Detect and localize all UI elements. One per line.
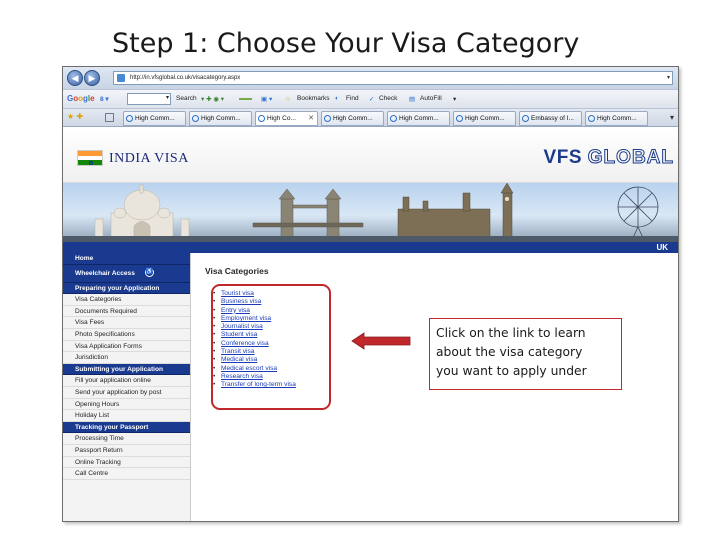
ie-page-icon	[588, 115, 595, 122]
sidebar-item[interactable]	[63, 329, 190, 341]
visa-category-link[interactable]: • Student visa	[221, 331, 296, 339]
sidebar-item[interactable]	[63, 375, 190, 387]
sidebar-item-label: Holiday List	[75, 412, 110, 420]
sidebar-item-label: Opening Hours	[75, 400, 120, 408]
sidebar-item-label: Visa Categories	[75, 296, 122, 304]
tab-list-icon[interactable]: ▾	[669, 113, 674, 122]
sidebar-item[interactable]	[63, 387, 190, 399]
browser-tab[interactable]	[387, 111, 450, 126]
visa-category-link[interactable]: • Journalist visa	[221, 323, 296, 331]
visa-category-link[interactable]: • Conference visa	[221, 340, 296, 348]
tab-label: High Comm...	[135, 115, 175, 122]
address-url: http://in.vfsglobal.co.uk/visacategory.aspx	[130, 75, 241, 81]
slide-title: Step 1: Choose Your Visa Category	[112, 28, 580, 59]
sidebar-item-label: Tracking your Passport	[75, 423, 149, 431]
sidebar-item-label: Photo Specifications	[75, 330, 135, 338]
tab-label: High Comm...	[333, 115, 373, 122]
wheelchair-icon: ♿	[145, 269, 154, 276]
sidebar-item-label: Processing Time	[75, 435, 124, 443]
google-8-icon[interactable]: 8 ▾	[100, 96, 109, 103]
sidebar-item[interactable]	[63, 410, 190, 422]
favorites-star-icon[interactable]: ★ ✚	[67, 112, 84, 121]
address-row	[63, 67, 679, 89]
ie-page-icon	[258, 115, 265, 122]
find-icon[interactable]: ◐	[335, 95, 339, 102]
visa-category-link[interactable]: • Medical escort visa	[221, 365, 296, 373]
visa-category-link[interactable]: • Transfer of long-term visa	[221, 381, 296, 389]
browser-tab[interactable]	[453, 111, 516, 126]
sidebar-item[interactable]	[63, 445, 190, 457]
site-header	[63, 127, 679, 183]
chevron-down-icon[interactable]: ▾	[453, 96, 457, 103]
sidebar-item-label: Preparing your Application	[75, 284, 160, 292]
address-bar[interactable]	[113, 71, 673, 85]
callout-line: Click on the link to learn	[436, 326, 586, 340]
search-options-icon[interactable]: ▾ ✚ ◉ ▾	[201, 96, 225, 103]
sidebar-item[interactable]	[63, 253, 190, 265]
sidebar-item[interactable]	[63, 468, 190, 480]
star-icon[interactable]: ☆	[285, 96, 291, 103]
global-logo-text: GLOBAL	[587, 147, 674, 168]
sidebar-item-label: Home	[75, 255, 94, 262]
page-heading: Visa Categories	[205, 266, 269, 276]
chevron-down-icon[interactable]: ▾	[666, 75, 670, 81]
visa-category-link[interactable]: • Tourist visa	[221, 290, 296, 298]
visa-category-link[interactable]: • Transit visa	[221, 348, 296, 356]
sidebar-nav	[63, 253, 191, 522]
sidebar-item-label: Fill your application online	[75, 377, 151, 385]
ie-page-icon	[192, 115, 199, 122]
region-strip	[63, 242, 679, 253]
tab-label: High Co...	[267, 115, 296, 122]
sidebar-item[interactable]	[63, 283, 190, 295]
browser-tab[interactable]	[255, 111, 318, 126]
sidebar-item[interactable]	[63, 294, 190, 306]
browser-tab[interactable]	[321, 111, 384, 126]
ie-page-icon	[456, 115, 463, 122]
browser-tab[interactable]	[123, 111, 186, 126]
sidebar-item-label: Call Centre	[75, 470, 108, 478]
tab-label: High Comm...	[465, 115, 505, 122]
tab-label: Embassy of I...	[531, 115, 574, 122]
tab-label: High Comm...	[201, 115, 241, 122]
sidebar-item[interactable]	[63, 341, 190, 353]
sidebar-item[interactable]	[63, 265, 190, 283]
sidebar-item[interactable]	[63, 433, 190, 445]
sidebar-item[interactable]	[63, 317, 190, 329]
sidebar-item[interactable]	[63, 457, 190, 469]
landmarks-banner	[63, 183, 679, 242]
ie-page-icon	[126, 115, 133, 122]
google-search-button[interactable]: Search	[176, 95, 197, 102]
page-rank-icon: ▬▬	[239, 95, 252, 102]
google-search-input[interactable]	[127, 93, 171, 105]
ie-page-icon	[522, 115, 529, 122]
sidebar-item-label: Passport Return	[75, 446, 123, 454]
autofill-button[interactable]: AutoFill	[420, 95, 442, 102]
popup-blocker-icon[interactable]: ▣ ▾	[261, 96, 273, 103]
india-flag-icon	[77, 150, 103, 166]
close-tab-icon[interactable]: ✕	[308, 115, 314, 122]
sidebar-item-label: Send your application by post	[75, 388, 162, 396]
callout-line: about the visa category	[436, 345, 583, 359]
sidebar-item[interactable]	[63, 364, 190, 376]
tab-label: High Comm...	[399, 115, 439, 122]
spellcheck-icon[interactable]: ✓	[369, 96, 375, 103]
quick-tabs-icon[interactable]	[105, 113, 114, 122]
visa-category-link[interactable]: • Medical visa	[221, 356, 296, 364]
sidebar-item[interactable]	[63, 352, 190, 364]
browser-tab[interactable]	[189, 111, 252, 126]
find-button[interactable]: Find	[346, 95, 359, 102]
visa-category-link[interactable]: • Research visa	[221, 373, 296, 381]
vfs-logo-text: VFS	[543, 147, 582, 168]
sidebar-item-label: Submitting your Application	[75, 365, 164, 373]
visa-category-link[interactable]: • Entry visa	[221, 307, 296, 315]
browser-tab[interactable]	[519, 111, 582, 126]
tab-label: High Comm...	[597, 115, 637, 122]
ie-page-icon	[390, 115, 397, 122]
bookmarks-button[interactable]: Bookmarks	[297, 95, 330, 102]
google-logo: Google	[67, 94, 95, 103]
sidebar-item-label: Visa Fees	[75, 319, 105, 327]
vfs-global-logo	[544, 147, 674, 169]
forward-button[interactable]: ▶	[84, 70, 100, 86]
tab-bar	[63, 108, 679, 127]
sidebar-item[interactable]	[63, 422, 190, 434]
sidebar-item-label: Online Tracking	[75, 458, 121, 466]
callout-line: you want to apply under	[436, 364, 587, 378]
skyline-illustration	[63, 183, 679, 242]
sidebar-item-label: Visa Application Forms	[75, 342, 142, 350]
sidebar-item-label: Wheelchair Access	[75, 269, 135, 277]
google-toolbar	[63, 89, 679, 108]
sidebar-item-label: Documents Required	[75, 307, 137, 315]
sidebar-item-label: Jurisdiction	[75, 354, 108, 362]
ie-page-icon	[324, 115, 331, 122]
browser-tab[interactable]	[585, 111, 648, 126]
visa-category-link[interactable]: • Employment visa	[221, 315, 296, 323]
region-label: UK	[656, 243, 668, 252]
highlight-frame	[211, 284, 331, 410]
back-button[interactable]: ◀	[67, 70, 83, 86]
page-icon	[117, 74, 125, 82]
browser-screenshot	[62, 66, 679, 522]
site-brand: INDIA VISA	[109, 151, 189, 166]
visa-category-link[interactable]: • Business visa	[221, 298, 296, 306]
sidebar-item[interactable]	[63, 399, 190, 411]
sidebar-item[interactable]	[63, 306, 190, 318]
chevron-down-icon[interactable]: ▾	[165, 95, 169, 101]
autofill-icon[interactable]: ▤	[409, 96, 416, 103]
instruction-callout	[429, 318, 622, 390]
check-button[interactable]: Check	[379, 95, 398, 102]
